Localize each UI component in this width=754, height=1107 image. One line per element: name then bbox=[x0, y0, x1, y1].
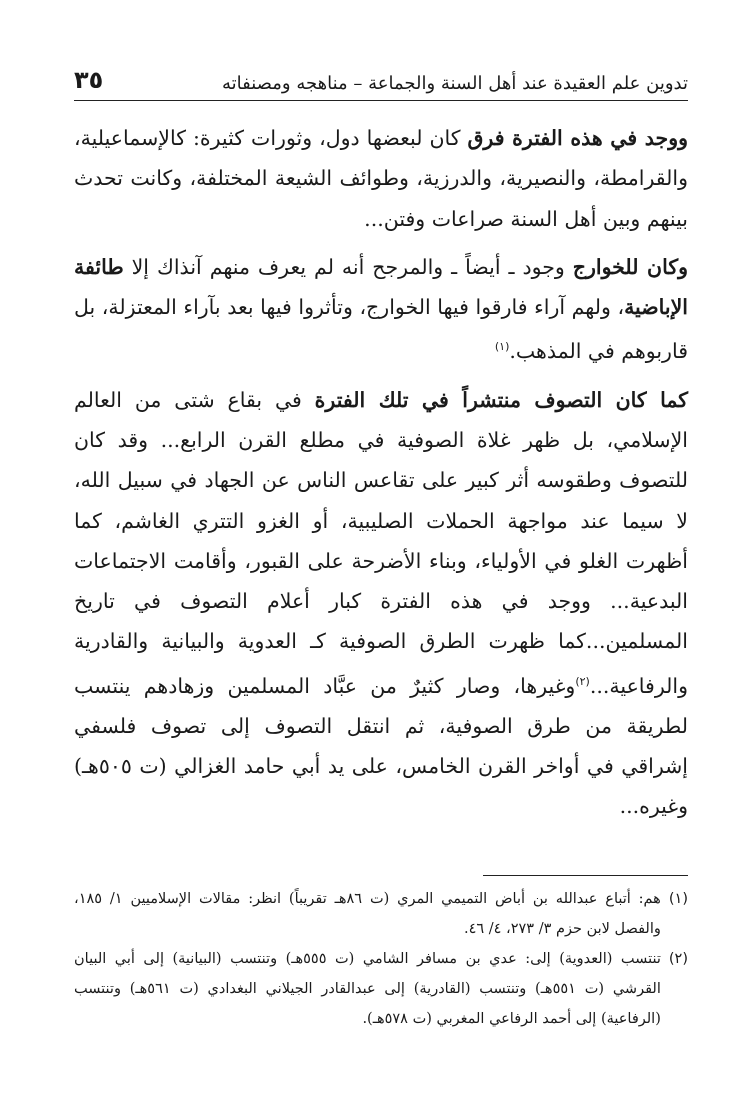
footnote-text: هم: أتباع عبدالله بن أباض التميمي المري (ت ٨٦هـ تقريباً) انظر: مقالات الإسلاميين ١/ ١٨٥، والفصل لابن حزم ٣/ ٢٧٣، ٤/ ٤٦. bbox=[74, 891, 661, 937]
running-header bbox=[74, 60, 688, 101]
paragraph-text: وغيرها، وصار كثيرٌ من عبَّاد المسلمين وزهادهم ينتسب لطريقة من طرق الصوفية، ثم انتقل التصوف إلى تصوف فلسفي إشراقي في أواخر القرن الخامس، على يد أبي حامد الغزالي (ت ٥٠٥هـ) وغيره... bbox=[74, 673, 688, 819]
footnote-mark: (٢) bbox=[668, 951, 688, 967]
body-text bbox=[74, 118, 688, 835]
paragraph-text: ، ولهم آراء فارقوا فيها الخوارج، وتأثروا فيها بعد بآراء المعتزلة، بل قاربوهم في المذهب. bbox=[74, 295, 688, 364]
footnote-mark: (١) bbox=[668, 891, 688, 907]
paragraph-khawarij bbox=[74, 247, 688, 372]
running-title: تدوين علم العقيدة عند أهل السنة والجماعة – مناهجه ومصنفاته bbox=[221, 73, 688, 94]
paragraph-text: كان لبعضها دول، وثورات كثيرة: كالإسماعيلية، والقرامطة، والنصيرية، والدرزية، وطوائف الشيعة المختلفة، وكانت تحدث بينهم وبين أهل السنة صراعات وفتن... bbox=[74, 126, 688, 231]
footnote-1 bbox=[74, 884, 688, 944]
footnote-separator bbox=[483, 875, 688, 876]
paragraph-lead: وكان للخوارج bbox=[572, 254, 689, 279]
paragraph-emphasis: طائفة الإباضية bbox=[74, 254, 688, 320]
paragraph-lead: كما كان التصوف منتشراً في تلك الفترة bbox=[314, 387, 688, 412]
footnote-text: تنتسب (العدوية) إلى: عدي بن مسافر الشامي (ت ٥٥٥هـ) وتنتسب (البيانية) إلى أبي البيان القرشي (ت ٥٥١هـ) وتنتسب (القادرية) إلى عبدالقادر الجيلاني البغدادي (ت ٥٦١هـ) وتنتسب (الرفاعية) إلى أحمد الرفاعي المغربي (ت ٥٧٨هـ). bbox=[74, 951, 661, 1027]
footnote-reference-1[interactable]: (١) bbox=[494, 340, 510, 354]
footnote-2 bbox=[74, 944, 688, 1034]
paragraph-sufism bbox=[74, 380, 688, 827]
paragraph-text: وجود ـ أيضاً ـ والمرجح أنه لم يعرف منهم آنذاك إلا bbox=[123, 254, 573, 279]
footnote-reference-2[interactable]: (٢) bbox=[575, 674, 590, 688]
paragraph-sects bbox=[74, 118, 688, 239]
paragraph-lead: ووجد في هذه الفترة فرق bbox=[467, 126, 688, 150]
page-number: ٣٥ bbox=[74, 66, 104, 94]
paragraph-text: في بقاع شتى من العالم الإسلامي، بل ظهر غلاة الصوفية في مطلع القرن الرابع... وقد كان للتصوف وطقوسه أثر كبير على تقاعس الناس عن الجهاد في سبيل الله، لا سيما عند مواجهة الحملات الصليبية، أو الغزو التتري الغاشم، كما أظهرت الغلو في الأولياء، وبناء الأضرحة على القبور، وأقامت الاجتماعات البدعية... ووجد في هذه الفترة كبار أعلام التصوف في تاريخ المسلمين...كما ظهرت الطرق الصوفية كـ العدوية والبيانية والقادرية والرفاعية... bbox=[74, 387, 688, 698]
footnotes bbox=[74, 884, 688, 1034]
